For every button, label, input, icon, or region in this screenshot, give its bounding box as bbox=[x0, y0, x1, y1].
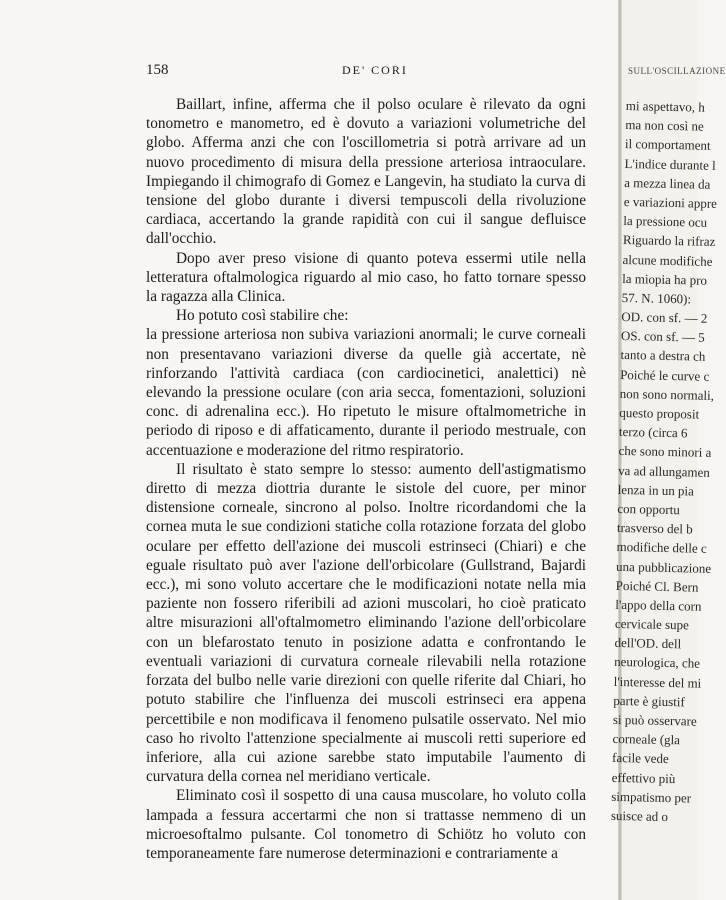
facing-text-line: corneale (gla bbox=[612, 731, 681, 748]
facing-text-line: Riguardo la rifraz bbox=[622, 232, 716, 250]
facing-text-line: Poiché Cl. Bern bbox=[615, 577, 699, 595]
paragraph: la pressione arteriosa non subiva variazioni anormali; le curve corneali non presentavano variazioni diverse da quelle già accertate, nè rinforzando l'attività cardiaca (con cardiocinetici, analettici) nè elevando la pressione oculare (con aria secca, fomentazioni, soluzioni conc. di adrenalina ecc.). Ho ripetuto le misure oftalmometriche in periodo di riposo e di affaticamento, durante il periodo mestruale, con accentuazione e moderazione del ritmo respiratorio. bbox=[146, 326, 586, 459]
facing-text-lines bbox=[611, 96, 721, 827]
paragraph: Eliminato così il sospetto di una causa muscolare, ho voluto colla lampada a fessura accertarmi che non si trattasse nemmeno di un microesoftalmo pulsante. Col tonometro di Schiötz ho voluto con temporaneamente fare numerose determinazioni e contrariamente a bbox=[146, 787, 586, 862]
facing-text-line: cervicale supe bbox=[614, 615, 690, 633]
facing-text-line: che sono minori a bbox=[618, 443, 712, 461]
paragraph: Il risultato è stato sempre lo stesso: aumento dell'astigmatismo diretto di mezza diottria durante le sistole del cuore, per minor distensione corneale, sincrono al polso. Inoltre ricordandomi che la cornea muta le sue condizioni statiche colla rotazione forzata del globo oculare per effetto dell'azione dei muscoli estrinseci (Chiari) e che eguale risultato può aver l'azione dell'orbicolare (Gullstrand, Bajardi ecc.), mi sono voluto accertare che le modificazioni notate nella mia paziente non fossero riferibili ad azioni muscolari, ho cioè praticato altre misurazioni all'oftalmometro eliminando l'azione dell'orbicolare con un blefarostato tenuto in posizione adatta e confrontando le eventuali variazioni di curvatura corneale rilevabili nella rotazione forzata del bulbo nelle varie direzioni con quelle riferite dal Chiari, ho potuto stabilire che l'influenza dei muscoli estrinseci era appena percettibile e non modificava il fenomeno pulsatile osservato. Nel mio caso ho rivolto l'attenzione specialmente ai muscoli retti superiore ed inferiore, alla cui azione sarebbe stato imputabile l'aumento di curvatura della cornea nel meridiano verticale. bbox=[146, 460, 586, 786]
facing-text-line: simpatismo per bbox=[611, 788, 692, 806]
facing-page-fragment bbox=[610, 0, 726, 900]
facing-text-line: parte è giustif bbox=[613, 692, 685, 710]
facing-text-line: l'appo della corn bbox=[615, 596, 702, 614]
facing-text-line: non sono normali, bbox=[619, 385, 715, 403]
facing-text-line: L'indice durante l bbox=[624, 155, 716, 173]
facing-text-line: neurologica, che bbox=[613, 654, 701, 672]
facing-text-line: lenza in un pia bbox=[617, 481, 695, 499]
facing-text-line: mi aspettavo, h bbox=[625, 97, 706, 115]
facing-text-line: a mezza linea da bbox=[624, 174, 711, 192]
facing-text-line: il comportament bbox=[624, 136, 711, 154]
facing-text-line: facile vede bbox=[611, 750, 669, 767]
facing-text-line: va ad allungamen bbox=[618, 462, 710, 480]
page-number: 158 bbox=[146, 62, 169, 78]
facing-text-line: OS. con sf. — 5 bbox=[620, 328, 705, 345]
paragraph: Dopo aver preso visione di quanto poteva essermi utile nella letteratura oftalmologica riguardo al mio caso, ho fatto tornare spesso la ragazza alla Clinica. bbox=[146, 249, 586, 306]
facing-text-line: dell'OD. dell bbox=[614, 635, 682, 652]
facing-text-line: Poiché le curve c bbox=[620, 366, 710, 384]
facing-text-line: la miopia ha pro bbox=[622, 270, 708, 288]
facing-text-line: alcune modifiche bbox=[622, 251, 713, 269]
facing-text-line: suisce ad o bbox=[610, 807, 669, 824]
facing-text-line: OD. con sf. — 2 bbox=[621, 309, 708, 326]
facing-running-head: SULL'OSCILLAZIONE bbox=[628, 66, 726, 76]
facing-text-line: l'interesse del mi bbox=[613, 673, 702, 691]
facing-text-line: si può osservare bbox=[612, 711, 697, 729]
facing-text-line: tanto a destra ch bbox=[620, 347, 706, 365]
paragraph: Baillart, infine, afferma che il polso oculare è rilevato da ogni tonometro e manometro, ed è dovuto a variazioni volumetriche del globo. Afferma anzi che con l'oscillometria si potrà arrivare ad un nuovo procedimento di misura della pressione arteriosa intraoculare. Impiegando il chimografo di Gomez e Langevin, ha studiato la curva di tensione del globo durante i diversi tempuscoli della rivoluzione cardiaca, accertando la grande rapidità con cui il sangue defluisce dall'occhio. bbox=[146, 96, 586, 248]
facing-text-line: con opportu bbox=[617, 500, 680, 518]
running-title: DE' CORI bbox=[342, 63, 408, 77]
facing-text-line: trasverso del b bbox=[616, 520, 693, 537]
paragraph: Ho potuto così stabilire che: bbox=[176, 307, 349, 325]
facing-text-line: la pressione ocu bbox=[623, 213, 708, 230]
facing-text-line: 57. N. 1060): bbox=[621, 289, 692, 307]
facing-text-line: ma non così ne bbox=[625, 117, 704, 134]
facing-text-line: questo proposit bbox=[619, 404, 700, 422]
facing-text-line: terzo (circa 6 bbox=[618, 424, 688, 441]
facing-text-line: una pubblicazione bbox=[616, 558, 712, 576]
facing-text-line: modifiche delle c bbox=[616, 539, 707, 557]
facing-text-line: e variazioni appre bbox=[623, 193, 718, 211]
body-text bbox=[146, 95, 586, 863]
running-head bbox=[146, 62, 586, 82]
facing-text-line: effettivo più bbox=[611, 769, 676, 786]
